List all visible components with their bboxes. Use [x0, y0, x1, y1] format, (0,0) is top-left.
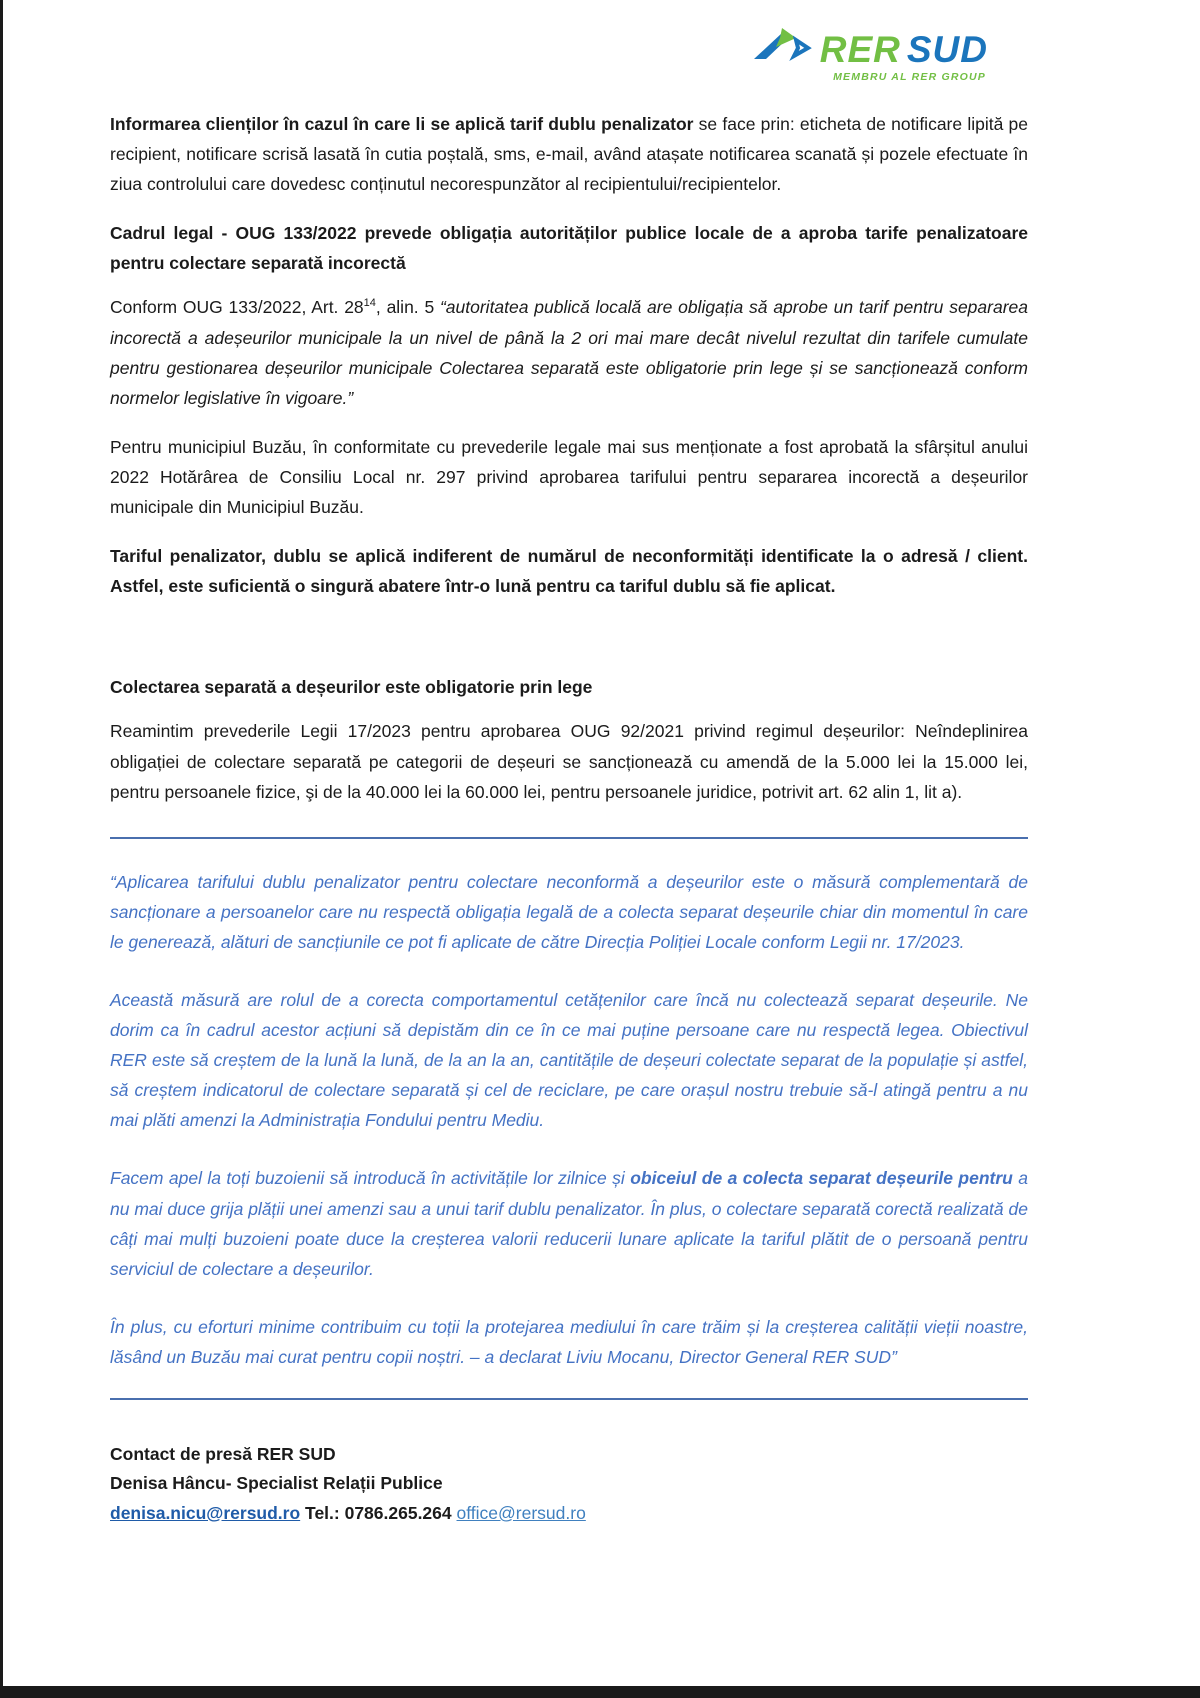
intro-lead-bold: Informarea clienților în cazul în care li se aplică tarif dublu penalizator: [110, 114, 694, 134]
quote-paragraph-3: [110, 1163, 1028, 1283]
logo-row: [752, 26, 988, 68]
logo-text-sud: SUD: [906, 29, 988, 70]
penalty-tariff-bold-paragraph: Tariful penalizator, dublu se aplică indiferent de numărul de neconformități identificate la o adresă / client. Astfel, este suficientă o singură abatere într-o lună pentru ca tariful dublu să fie aplicat.: [110, 546, 1028, 597]
quote-p3-post: a nu mai duce grija plății unei amenzi sau a unui tarif dublu penalizator. În plus, o colectare separată corectă realizată de câți mai mulți buzoieni poate duce la creșterea valorii reducerii lunare aplicate la tariful plătit de o persoană pentru serviciul de colectare a deșeurilor.: [110, 1168, 1028, 1279]
quote-paragraph-1: “Aplicarea tarifului dublu penalizator pentru colectare neconformă a deșeurilor este o măsură complementară de sancționare a persoanelor care nu respectă obligația legală de a colecta separat deșeurile chiar din momentul în care le generează, alături de sancțiunile ce pot fi aplicate de către Direcția Poliției Locale conform Legii nr. 17/2023.: [110, 871, 1028, 952]
director-quote-block: [110, 867, 1028, 1372]
separate-collection-heading: Colectarea separată a deșeurilor este obligatorie prin lege: [110, 677, 593, 698]
email-link-denisa[interactable]: denisa.nicu@rersud.ro: [110, 1502, 301, 1523]
page-bottom-border: [3, 1686, 1200, 1698]
intro-paragraph: [110, 109, 1028, 199]
divider-top: [110, 837, 1028, 839]
quote-paragraph-4: În plus, cu eforturi minime contribuim cu toții la protejarea mediului în care trăim și la creșterea calității vieții noastre, lăsând un Buzău mai curat pentru copii noștri. – a declarat Liviu Mocanu, Director General RER SUD”: [110, 1316, 1028, 1367]
legal-framework-heading: Cadrul legal - OUG 133/2022 prevede obligația autorităților publice locale de a aproba tarife penalizatoare pentru colectare separată incorectă: [110, 223, 1028, 274]
press-contact-block: [110, 1440, 1028, 1528]
conform-mid: , alin. 5: [375, 297, 440, 318]
logo-tagline: MEMBRU AL RER GROUP: [833, 71, 986, 83]
contact-line: [110, 1499, 1028, 1528]
reamintim-paragraph: Reamintim prevederile Legii 17/2023 pentru aprobarea OUG 92/2021 privind regimul deșeurilor: Neîndeplinirea obligației de colectare separată pe categorii de deșeuri se sancționează cu amendă de la 5.000 lei la 15.000 lei, pentru persoanele fizice, şi de la 40.000 lei la 60.000 lei, pentru persoanele juridice, potrivit art. 62 alin 1, lit a).: [110, 721, 1028, 802]
divider-bottom: [110, 1398, 1028, 1400]
section-gap: [110, 620, 1028, 672]
document-body: [110, 109, 1028, 1528]
logo: [110, 26, 988, 83]
quote-p3-pre: Facem apel la toți buzoienii să introducă în activitățile lor zilnice și: [110, 1168, 631, 1189]
conform-prefix: Conform OUG 133/2022, Art. 28: [110, 297, 364, 318]
conform-superscript: 14: [363, 297, 376, 310]
email-link-office[interactable]: office@rersud.ro: [456, 1502, 586, 1523]
buzau-paragraph: Pentru municipiul Buzău, în conformitate cu prevederile legale mai sus menționate a fost aprobată la sfârșitul anului 2022 Hotărârea de Consiliu Local nr. 297 privind aprobarea tarifului pentru separarea incorectă a deșeurilor municipale din Municipiul Buzău.: [110, 436, 1028, 518]
contact-heading: Contact de presă RER SUD: [110, 1444, 336, 1464]
contact-phone: Tel.: 0786.265.264: [305, 1502, 452, 1523]
conform-law-quote: “autoritatea publică locală are obligația să aprobe un tarif pentru separarea incorectă a adeșeurilor municipale la un nivel de până la 2 ori mai mare decât nivelul rezultat din tarifele cumulate pentru gestionarea deșeurilor municipale Colectarea separată este obligatorie prin lege și se sancționează conform normelor legislative în vigoare.”: [110, 297, 1028, 408]
logo-text-rer: RER: [819, 29, 901, 70]
conform-paragraph: [110, 292, 1028, 412]
contact-person: Denisa Hâncu- Specialist Relații Publice: [110, 1473, 443, 1494]
intro-rest: se face prin: eticheta de notificare lipită pe recipient, notificare scrisă lasată în cutia poștală, sms, e-mail, având atașate notificarea scanată și pozele efectuate în ziua controlului care dovedesc conținutul necorespunzător al recipientului/recipientelor.: [110, 114, 1028, 195]
quote-p3-bold: obiceiul de a colecta separat deșeurile pentru: [630, 1168, 1013, 1189]
quote-paragraph-2: Această măsură are rolul de a corecta comportamentul cetățenilor care încă nu colectează separat deșeurile. Ne dorim ca în cadrul acestor acțiuni să depistăm din ce în ce mai puține persoane care nu respectă legea. Obiectivul RER este să creștem de la lună la lună, de la an la an, cantitățile de deșeuri colectate separat de la populație și astfel, să creștem indicatorul de colectare separată și cel de reciclare, pe care orașul nostru trebuie să-l atingă pentru a nu mai plăti amenzi la Administrația Fondului pentru Mediu.: [110, 989, 1028, 1131]
rer-arrows-icon: [752, 26, 814, 68]
